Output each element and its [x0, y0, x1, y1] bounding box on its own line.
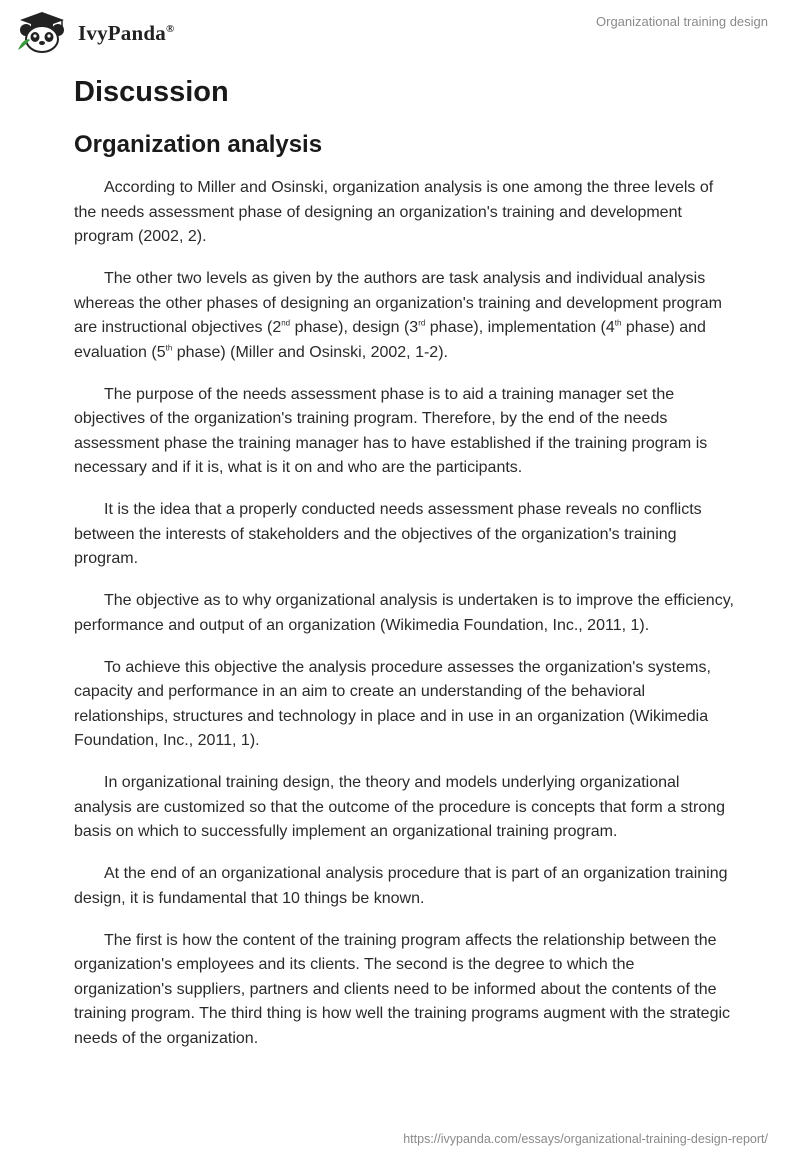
brand-name[interactable] [78, 21, 174, 46]
subsection-heading: Organization analysis [74, 131, 323, 158]
superscript-rd: rd [418, 318, 426, 328]
superscript-th-5: th [165, 343, 173, 353]
paragraph-8: At the end of an organizational analysis procedure that is part of an organization training design, it is fundamental that 10 things be known. [74, 865, 728, 907]
paragraph-2-text-a: The other two levels as given by the authors are task analysis and individual analysis whereas the other phases of designing an organization's training and development program are instructional objectives (2 [74, 270, 722, 336]
page-header [0, 0, 800, 60]
paragraph-2-text-e: phase) (Miller and Osinski, 2002, 1-2). [172, 343, 448, 361]
superscript-th-4: th [614, 318, 622, 328]
brand-text: IvyPanda [78, 21, 166, 45]
paragraph-9: The first is how the content of the training program affects the relationship between the organization's employees and its clients. The second is the degree to which the organization's suppliers, partners and clients need to be informed about the contents of the training program. The third thing is how well the training programs augment with the strategic needs of the organization. [74, 931, 731, 1047]
paragraph-7: In organizational training design, the theory and models underlying organizational analysis are customized so that the outcome of the procedure is concepts that form a strong basis on which to successfully implement an organizational training program. [74, 774, 726, 840]
paragraph-2-text-b: phase), design (3 [290, 319, 419, 336]
paragraph-1: According to Miller and Osinski, organization analysis is one among the three levels of the needs assessment phase of designing an organization's training and development program (2002, 2). [74, 179, 714, 245]
paragraph-5: The objective as to why organizational analysis is undertaken is to improve the efficiency, performance and output of an organization (Wikimedia Foundation, Inc., 2011, 1). [74, 592, 734, 634]
paragraph-2-text-c: phase), implementation (4 [425, 319, 615, 336]
superscript-nd: nd [281, 318, 291, 328]
section-heading: Discussion [74, 76, 229, 108]
document-title: Organizational training design [596, 14, 768, 29]
registered-mark: ® [165, 23, 175, 35]
paragraph-2-text-d: phase) and evaluation (5 [74, 319, 706, 361]
paragraph-3: The purpose of the needs assessment phase is to aid a training manager set the objectives of the organization's training program. Therefore, by the end of the needs assessment phase the training manager has to have established if the training program is necessary and if it is, what is it on and who are the participants. [74, 385, 708, 476]
paragraph-2 [74, 267, 734, 365]
paragraph-4: It is the idea that a properly conducted needs assessment phase reveals no conflicts between the interests of stakeholders and the objectives of the organization's training program. [74, 501, 702, 567]
article-body [74, 72, 734, 1069]
paragraph-6: To achieve this objective the analysis procedure assesses the organization's systems, capacity and performance in an aim to create an understanding of the behavioral relationships, structures and technology in place and in use in an organization (Wikimedia Foundation, Inc., 2011, 1). [74, 658, 711, 749]
panda-logo-icon[interactable] [14, 10, 74, 54]
footer-url-link[interactable]: https://ivypanda.com/essays/organizational-training-design-report/ [403, 1132, 768, 1146]
